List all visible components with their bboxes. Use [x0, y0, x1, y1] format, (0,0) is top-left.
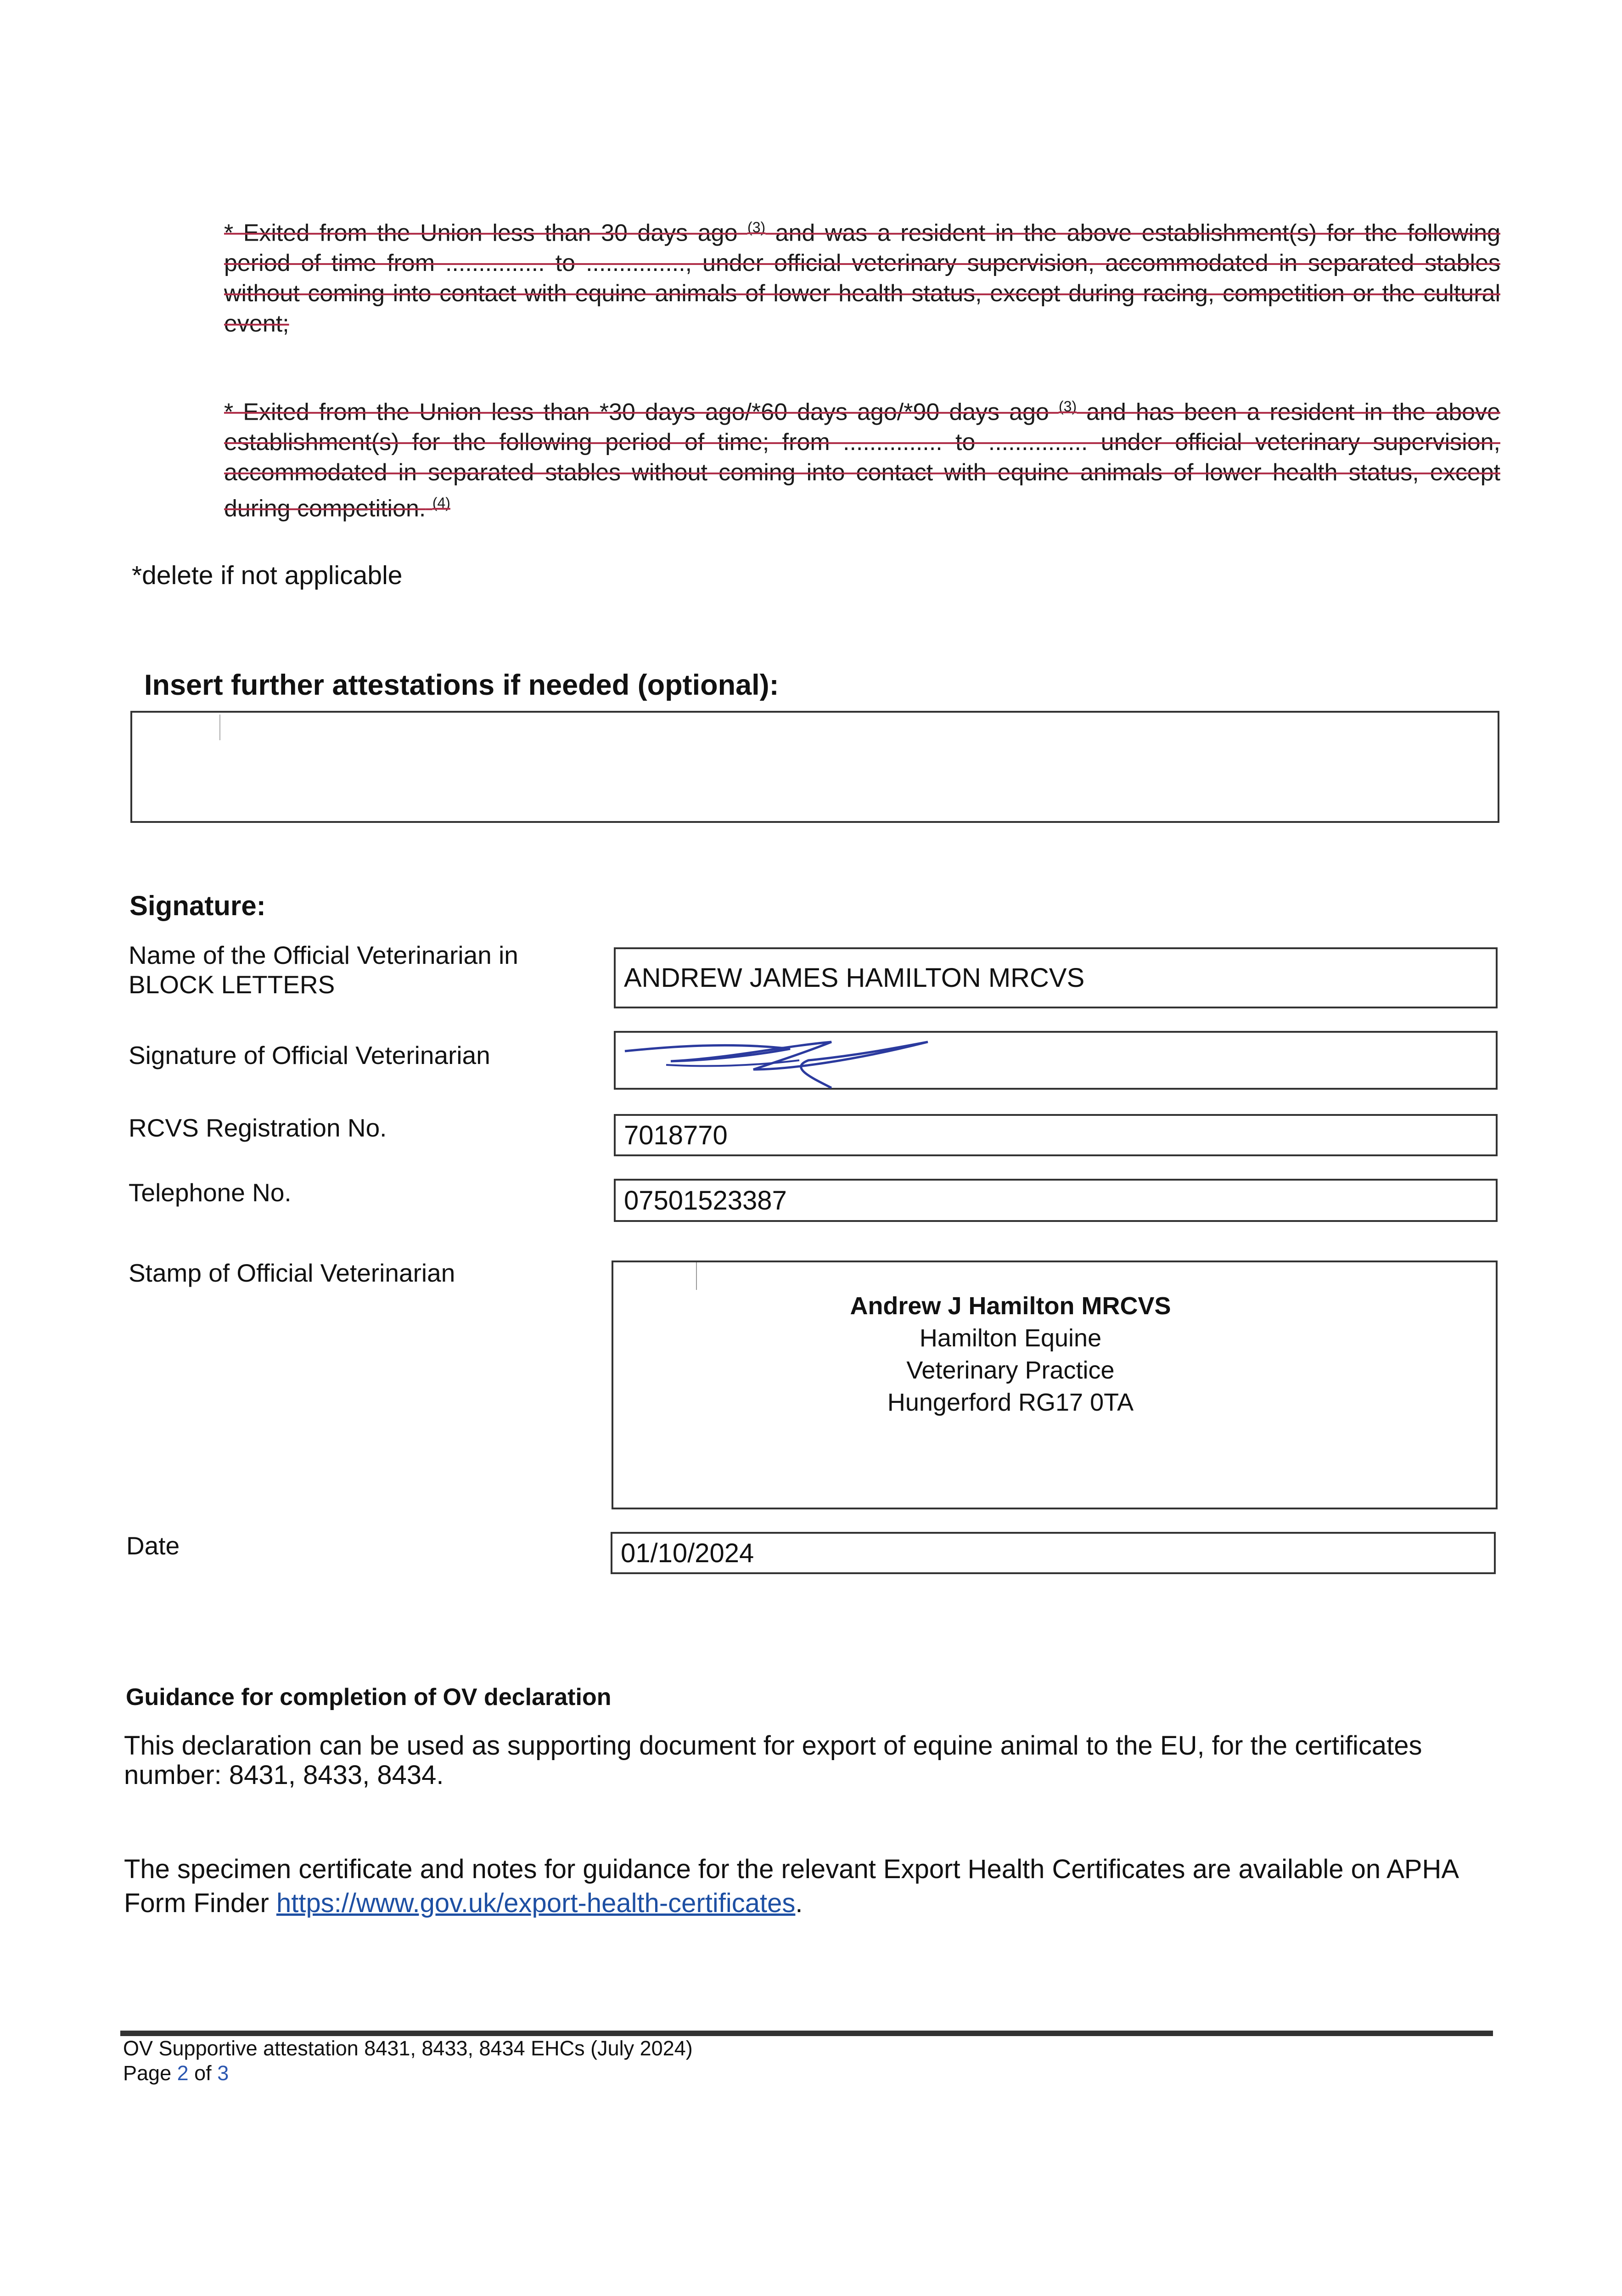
- signature-field[interactable]: [614, 1031, 1498, 1090]
- stamp-line1: Andrew J Hamilton MRCVS: [850, 1292, 1171, 1320]
- date-field[interactable]: [611, 1532, 1496, 1574]
- para2-text-a: * Exited from the Union less than *30 days ago/*60 days ago/*90 days ago: [224, 399, 1049, 426]
- para1-text-b: and was a resident in the above establishment(s) for the following period of time from ............... to ..............., under official veterinary supervision, accommodated in separated stables without coming into contact with equine animals of lower health status, except during racing, competition or the cultural event;: [224, 219, 1500, 338]
- guidance-para1: This declaration can be used as supporting document for export of equine animal to the EU, for the certificates number: 8431, 8433, 8434.: [124, 1731, 1422, 1790]
- signature-heading: Signature:: [129, 890, 266, 921]
- handwritten-signature: [616, 1033, 937, 1097]
- rcvs-label: RCVS Registration No.: [129, 1114, 387, 1142]
- footnote-ref: (3): [1059, 398, 1077, 415]
- stamp-line2: Hamilton Equine: [919, 1324, 1102, 1352]
- vet-name-field[interactable]: [614, 947, 1498, 1008]
- page-of: of: [188, 2061, 218, 2085]
- footnote-ref: (4): [432, 495, 450, 512]
- guidance-para2: [124, 1852, 1497, 1920]
- stamp-line4: Hungerford RG17 0TA: [887, 1389, 1134, 1416]
- vet-name-value: ANDREW JAMES HAMILTON MRCVS: [624, 963, 1085, 993]
- delete-note: *delete if not applicable: [132, 561, 403, 590]
- name-label-line1: Name of the Official Veterinarian in: [129, 941, 518, 969]
- para1-text-a: * Exited from the Union less than 30 days ago: [224, 219, 738, 247]
- vet-stamp: [613, 1290, 1408, 1418]
- export-health-certificates-link[interactable]: https://www.gov.uk/export-health-certificates: [276, 1888, 796, 1918]
- rcvs-value: 7018770: [624, 1120, 728, 1150]
- date-value: 01/10/2024: [621, 1538, 754, 1568]
- telephone-field[interactable]: [614, 1179, 1498, 1222]
- further-attestations-heading: Insert further attestations if needed (optional):: [144, 669, 779, 701]
- telephone-value: 07501523387: [624, 1185, 787, 1216]
- stamp-label: Stamp of Official Veterinarian: [129, 1259, 455, 1287]
- name-label: [129, 940, 518, 999]
- telephone-label: Telephone No.: [129, 1178, 292, 1207]
- signature-label: Signature of Official Veterinarian: [129, 1041, 490, 1069]
- guidance-para2-text: The specimen certificate and notes for guidance for the relevant Export Health Certificates are available on APHA Form Finder: [124, 1854, 1458, 1918]
- guidance-heading: Guidance for completion of OV declaration: [126, 1684, 612, 1711]
- footer-title: OV Supportive attestation 8431, 8433, 8434 EHCs (July 2024): [123, 2037, 693, 2060]
- page-prefix: Page: [123, 2061, 177, 2085]
- page-total: 3: [217, 2061, 229, 2085]
- date-label: Date: [126, 1531, 180, 1560]
- rcvs-field[interactable]: [614, 1114, 1498, 1156]
- name-label-line2: BLOCK LETTERS: [129, 970, 335, 999]
- struck-attestation-30-days: [224, 212, 1500, 339]
- page-current: 2: [177, 2061, 189, 2085]
- guidance-para2-end: .: [795, 1888, 803, 1918]
- field-marker: [696, 1262, 697, 1290]
- field-marker: [219, 715, 220, 740]
- page-number: [123, 2061, 693, 2086]
- footer: [123, 2036, 693, 2086]
- para2-text-b: and has been a resident in the above establishment(s) for the following period of time; from ............... to ............... under official veterinary supervision, accommodated in separated stables without coming into contact with equine animals of lower health status, except during competition.: [224, 399, 1501, 522]
- stamp-box: [612, 1261, 1498, 1509]
- further-attestations-input[interactable]: [130, 711, 1499, 823]
- footer-rule: [120, 2031, 1493, 2036]
- footnote-ref: (3): [747, 219, 766, 236]
- struck-attestation-30-60-90-days: [224, 391, 1500, 524]
- stamp-line3: Veterinary Practice: [906, 1356, 1115, 1384]
